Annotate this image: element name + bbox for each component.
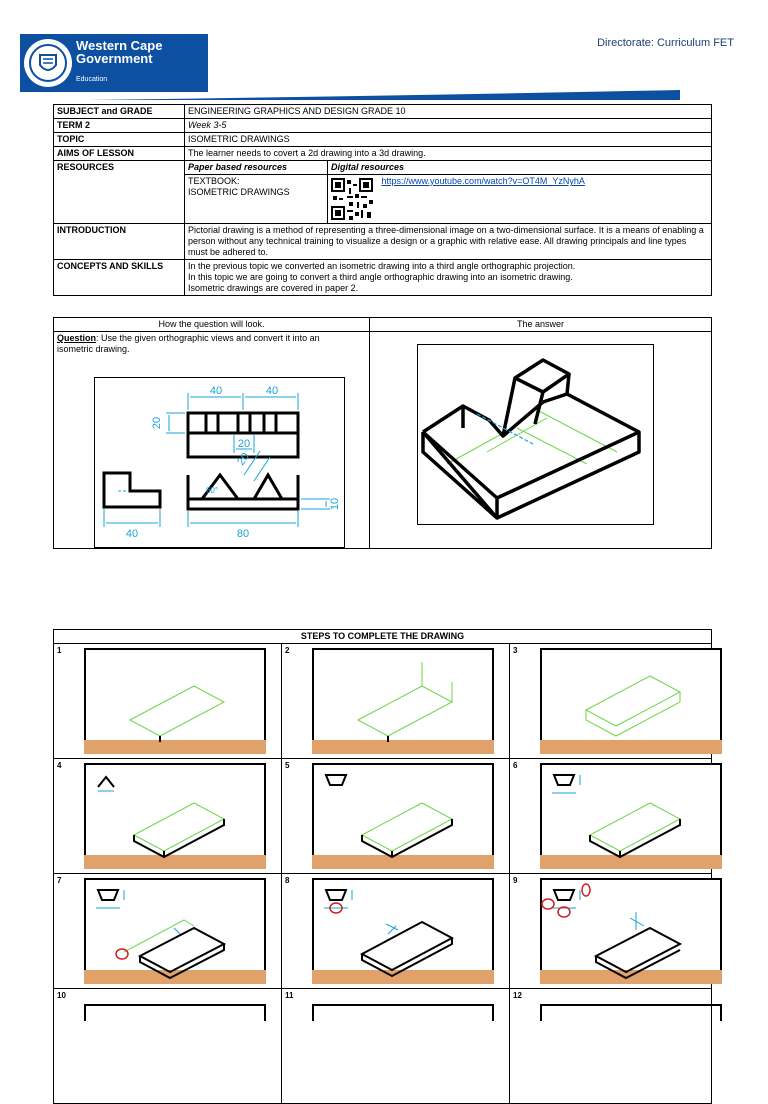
step-4-drawing — [84, 763, 266, 869]
step-7-drawing — [84, 878, 266, 984]
textbook-cell — [185, 175, 328, 224]
textbook-line1: TEXTBOOK: — [188, 176, 240, 186]
answer-cell — [370, 332, 712, 549]
step-number: 12 — [513, 991, 522, 1000]
lesson-info-table — [53, 104, 712, 296]
question-answer-table — [53, 317, 712, 549]
steps-title: STEPS TO COMPLETE THE DRAWING — [54, 630, 712, 644]
term-label: TERM 2 — [54, 119, 185, 133]
concepts-line3: Isometric drawings are covered in paper 2. — [188, 283, 359, 293]
dim-40b: 40 — [265, 385, 279, 397]
aims-label: AIMS OF LESSON — [54, 147, 185, 161]
step-number: 7 — [57, 876, 62, 885]
term-value: Week 3-5 — [185, 119, 712, 133]
resources-label: RESOURCES — [54, 161, 185, 224]
dim-80: 80 — [236, 528, 250, 540]
step-number: 3 — [513, 646, 518, 655]
dim-20-horizontal: 20 — [237, 438, 251, 450]
step-cell-12 — [510, 989, 712, 1104]
concepts-line2: In this topic we are going to convert a third angle orthographic drawing into an isometric drawing. — [188, 272, 573, 282]
step-cell-5 — [282, 759, 510, 874]
concepts-line1: In the previous topic we converted an isometric drawing into a third angle orthographic projection. — [188, 261, 576, 271]
step-2-drawing — [312, 648, 494, 754]
question-label: Question — [57, 333, 97, 343]
topic-value: ISOMETRIC DRAWINGS — [185, 133, 712, 147]
step-number: 11 — [285, 991, 294, 1000]
logo-line1: Western Cape — [76, 38, 163, 53]
step-8-drawing — [312, 878, 494, 984]
subject-label: SUBJECT and GRADE — [54, 105, 185, 119]
question-cell — [54, 332, 370, 549]
digital-resources-label: Digital resources — [328, 161, 712, 175]
dim-40c: 40 — [125, 528, 139, 540]
intro-value: Pictorial drawing is a method of representing a three-dimensional image on a two-dimensional surface. It is a means of enabling a person without any technical training to visualize a design or a graphic with relative ease. All drawing principals and line types must be adhered to. — [185, 224, 712, 260]
steps-table — [53, 629, 712, 1104]
digital-cell — [328, 175, 712, 224]
dim-20-vertical: 20 — [151, 416, 163, 430]
concepts-value — [185, 260, 712, 296]
step-cell-1 — [54, 644, 282, 759]
step-number: 4 — [57, 761, 62, 770]
isometric-answer-drawing — [417, 344, 655, 526]
step-5-drawing — [312, 763, 494, 869]
youtube-link[interactable]: https://www.youtube.com/watch?v=OT4M_YzNyhA — [381, 176, 585, 186]
step-number: 6 — [513, 761, 518, 770]
dim-10: 10 — [329, 497, 341, 511]
step-9-drawing — [540, 878, 722, 984]
logo-sub: Education — [76, 76, 108, 83]
western-cape-logo — [20, 34, 208, 92]
col-left-header: How the question will look. — [54, 318, 370, 332]
step-cell-11 — [282, 989, 510, 1104]
col-right-header: The answer — [370, 318, 712, 332]
step-3-drawing — [540, 648, 722, 754]
qr-code-icon[interactable] — [331, 178, 373, 220]
question-text: : Use the given orthographic views and convert it into an isometric drawing. — [57, 333, 320, 354]
subject-value: ENGINEERING GRAPHICS AND DESIGN GRADE 10 — [185, 105, 712, 119]
step-cell-6 — [510, 759, 712, 874]
orthographic-views-drawing — [94, 377, 346, 549]
dim-60-angle: 60° — [205, 486, 219, 495]
step-number: 10 — [57, 991, 66, 1000]
header-stripe — [88, 90, 680, 100]
step-6-drawing — [540, 763, 722, 869]
step-number: 2 — [285, 646, 290, 655]
step-cell-2 — [282, 644, 510, 759]
directorate-title: Directorate: Curriculum FET — [597, 37, 734, 49]
coat-of-arms-icon — [24, 39, 72, 87]
dim-40a: 40 — [209, 385, 223, 397]
step-cell-9 — [510, 874, 712, 989]
step-cell-3 — [510, 644, 712, 759]
topic-label: TOPIC — [54, 133, 185, 147]
step-cell-10 — [54, 989, 282, 1104]
step-cell-4 — [54, 759, 282, 874]
intro-label: INTRODUCTION — [54, 224, 185, 260]
step-1-drawing — [84, 648, 266, 754]
step-10-drawing — [84, 993, 266, 1021]
dim-20-slant: 20 — [235, 450, 252, 468]
step-number: 8 — [285, 876, 290, 885]
step-number: 9 — [513, 876, 518, 885]
logo-line2: Government — [76, 51, 153, 66]
step-number: 1 — [57, 646, 62, 655]
step-number: 5 — [285, 761, 290, 770]
step-12-drawing — [540, 993, 722, 1021]
concepts-label: CONCEPTS AND SKILLS — [54, 260, 185, 296]
step-cell-8 — [282, 874, 510, 989]
aims-value: The learner needs to covert a 2d drawing into a 3d drawing. — [185, 147, 712, 161]
step-cell-7 — [54, 874, 282, 989]
textbook-line2: ISOMETRIC DRAWINGS — [188, 187, 290, 197]
paper-resources-label: Paper based resources — [185, 161, 328, 175]
step-11-drawing — [312, 993, 494, 1021]
